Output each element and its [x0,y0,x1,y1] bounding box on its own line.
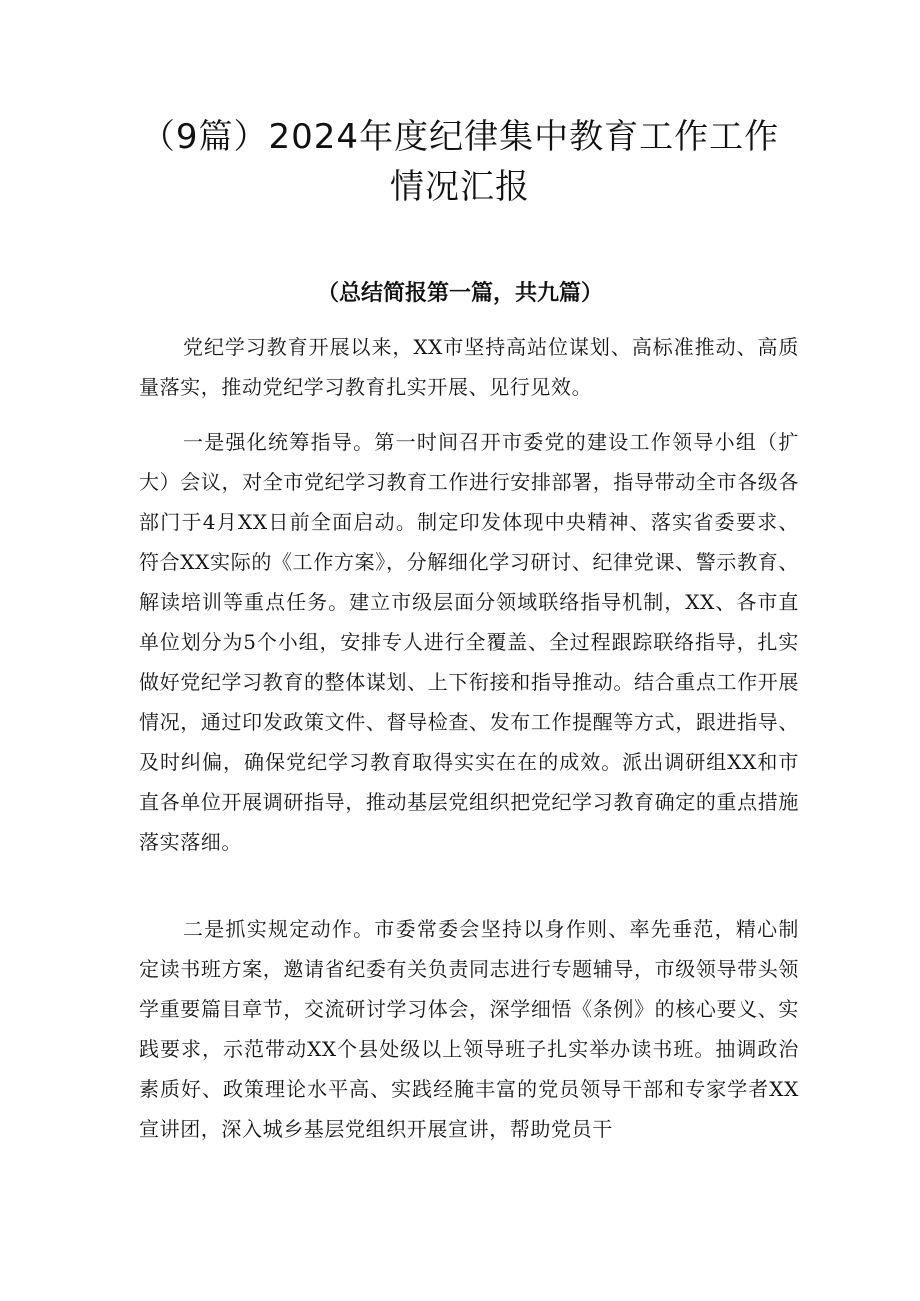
document-subtitle: （总结简报第一篇，共九篇） [316,281,603,306]
document-title-line-1: （9篇）2024年度纪律集中教育工作工作 [140,117,780,157]
document-title-line-2: 情况汇报 [390,167,530,207]
paragraph-coordination: 一是强化统筹指导。第一时间召开市委党的建设工作领导小组（扩大）会议，对全市党纪学习教育工作进行安排部署，指导带动全市各级各部门于4月XX日前全面启动。制定印发体现中央精神、落实省委要求、符合XX实际的《工作方案》，分解细化学习研讨、纪律党课、警示教育、解读培训等重点任务。建立市级层面分领域联络指导机制，XX、各市直单位划分为5个小组，安排专人进行全覆盖、全过程跟踪联络指导，扎实做好党纪学习教育的整体谋划、上下衔接和指导推动。结合重点工作开展情况，通过印发政策文件、督导检查、发布工作提醒等方式，跟进指导、及时纠偏，确保党纪学习教育取得实实在在的成效。派出调研组XX和市直各单位开展调研指导，推动基层党组织把党纪学习教育确定的重点措施落实落细。 [139,430,799,854]
paragraph-required-actions: 二是抓实规定动作。市委常委会坚持以身作则、率先垂范，精心制定读书班方案，邀请省纪委有关负责同志进行专题辅导，市级领导带头领学重要篇目章节，交流研讨学习体会，深学细悟《条例》的核心要义、实践要求，示范带动XX个县处级以上领导班子扎实举办读书班。抽调政治素质好、政策理论水平高、实践经腌丰富的党员领导干部和专家学者XX宣讲团，深入城乡基层党组织开展宣讲，帮助党员干 [139,917,799,1141]
paragraph-intro: 党纪学习教育开展以来，XX市坚持高站位谋划、高标准推动、高质量落实，推动党纪学习教育扎实开展、见行见效。 [139,335,799,399]
